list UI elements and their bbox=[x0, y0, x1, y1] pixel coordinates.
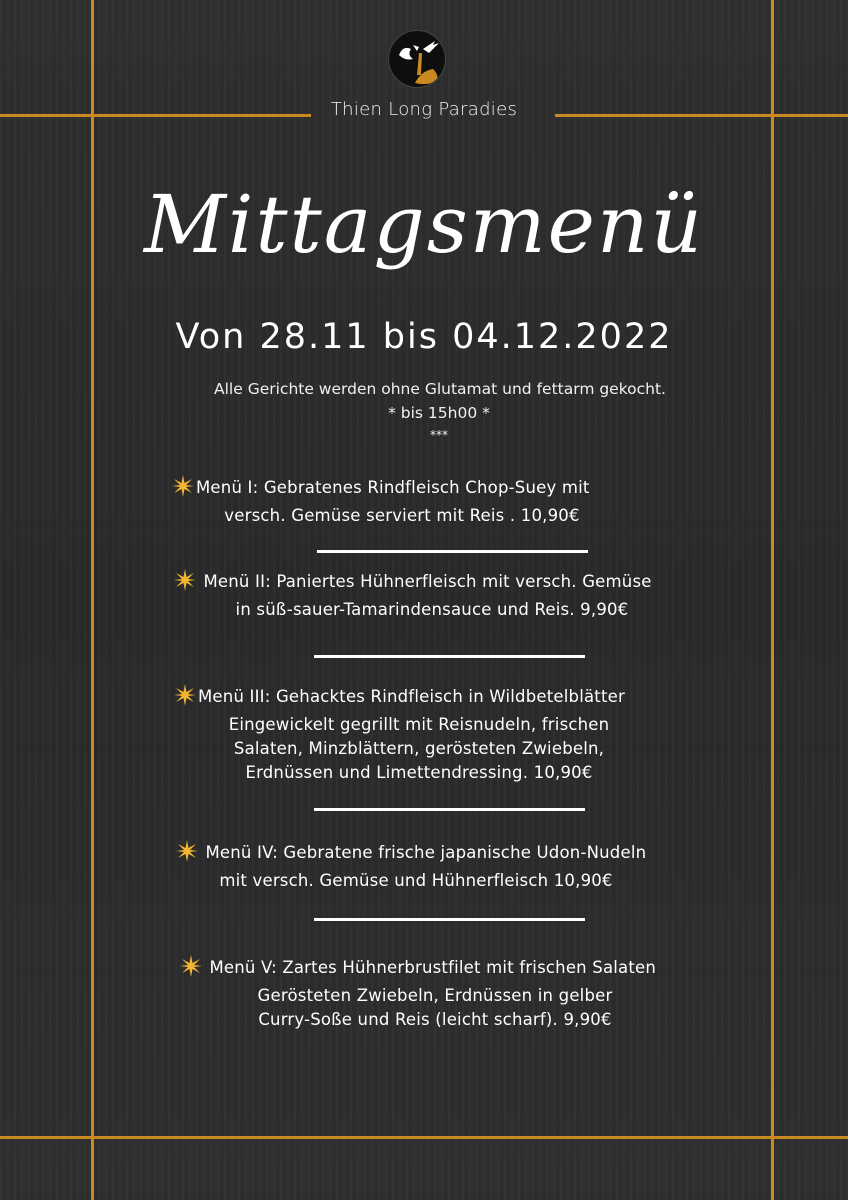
star-burst-icon bbox=[176, 840, 198, 869]
star-burst-icon bbox=[172, 475, 194, 504]
menu-item-1 bbox=[172, 475, 632, 528]
star-burst-icon bbox=[174, 569, 196, 598]
menu-item-2-line-2: in süß-sauer-Tamarindensauce und Reis. 9,90€ bbox=[235, 600, 629, 619]
menu-line bbox=[176, 840, 656, 869]
menu-item-1-line-2: versch. Gemüse serviert mit Reis . 10,90€ bbox=[224, 506, 580, 525]
menu-item-4-line-2: mit versch. Gemüse und Hühnerfleisch 10,90€ bbox=[219, 871, 613, 890]
divider bbox=[314, 808, 585, 811]
menu-item-3-line-4: Erdnüssen und Limettendressing. 10,90€ bbox=[245, 763, 593, 782]
menu-item-3 bbox=[174, 684, 664, 785]
menu-item-5-line-1: Menü V: Zartes Hühnerbrustfilet mit frischen Salaten bbox=[209, 958, 657, 977]
menu-item-5 bbox=[180, 955, 690, 1032]
divider bbox=[317, 550, 588, 553]
menu-item-5-line-2: Gerösteten Zwiebeln, Erdnüssen in gelber bbox=[257, 986, 613, 1005]
menu-item-4-line-1: Menü IV: Gebratene frische japanische Udon-Nudeln bbox=[205, 843, 647, 862]
menu-item-2-line-1: Menü II: Paniertes Hühnerfleisch mit versch. Gemüse bbox=[203, 572, 652, 591]
menu-line bbox=[172, 475, 632, 504]
divider bbox=[314, 655, 585, 658]
brand-name: Thien Long Paradies bbox=[330, 99, 518, 120]
divider bbox=[314, 918, 585, 921]
menu-item-5-line-3: Curry-Soße und Reis (leicht scharf). 9,90€ bbox=[258, 1010, 612, 1029]
star-burst-icon bbox=[180, 955, 202, 984]
menu-line bbox=[174, 684, 664, 713]
menu-line bbox=[180, 955, 690, 984]
menu-item-2 bbox=[174, 569, 690, 622]
menu-item-3-line-2: Eingewickelt gegrillt mit Reisnudeln, frischen bbox=[228, 715, 610, 734]
menu-line bbox=[174, 569, 690, 598]
frame-line-bottom bbox=[0, 1136, 848, 1139]
menu-item-4 bbox=[176, 840, 656, 893]
intro-note: Alle Gerichte werden ohne Glutamat und fettarm gekocht. bbox=[214, 380, 666, 398]
intro-time: * bis 15h00 * bbox=[388, 404, 490, 422]
page-title: Mittagsmenü bbox=[143, 178, 704, 271]
menu-item-3-line-3: Salaten, Minzblättern, gerösteten Zwiebeln, bbox=[233, 739, 605, 758]
star-burst-icon bbox=[174, 684, 196, 713]
date-range: Von 28.11 bis 04.12.2022 bbox=[175, 317, 673, 357]
dragon-logo-icon bbox=[388, 30, 446, 88]
menu-item-3-line-1: Menü III: Gehacktes Rindfleisch in Wildbetelblätter bbox=[198, 687, 625, 706]
intro-separator: *** bbox=[430, 428, 448, 442]
menu-item-1-line-1: Menü I: Gebratenes Rindfleisch Chop-Suey mit bbox=[196, 478, 590, 497]
